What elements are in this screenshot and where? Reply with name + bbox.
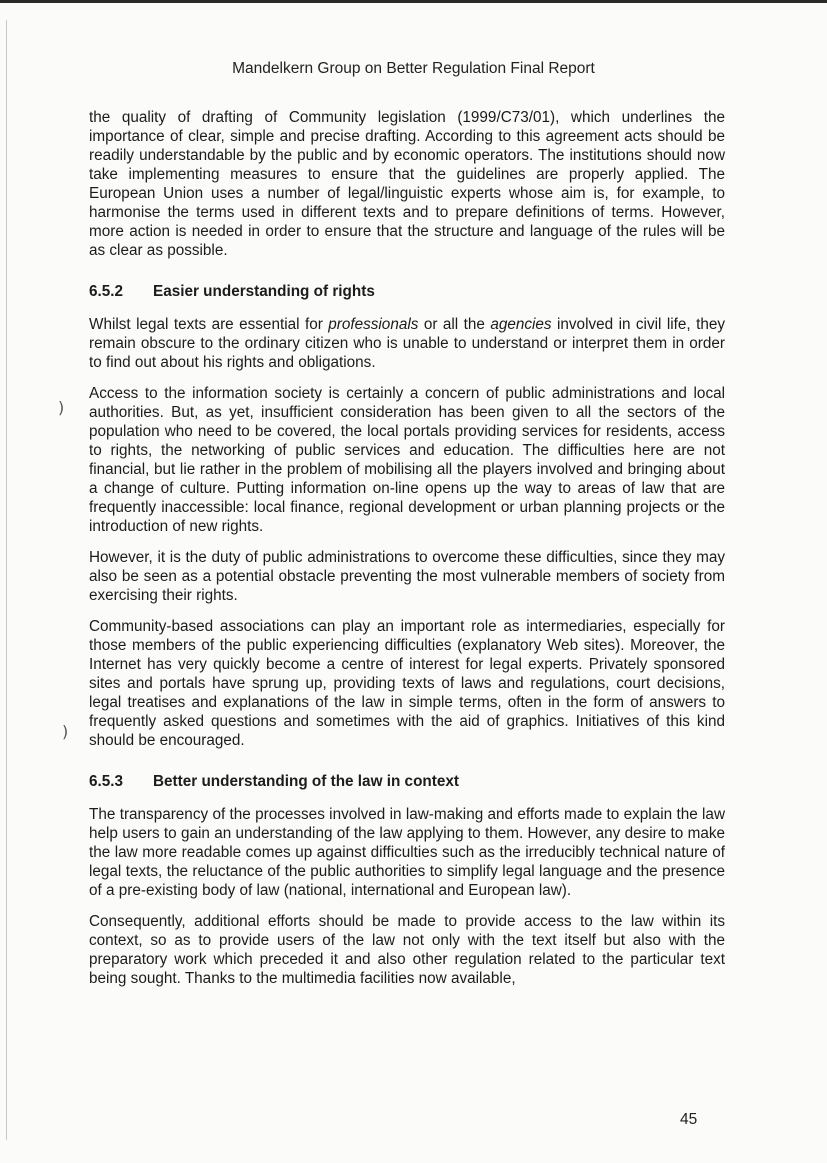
binder-hole-mark-icon: ) [58,398,65,417]
text-run: involved in civil life, they remain obscure to the ordinary citizen who is unable to understand or interpret them in order to find out about his rights and obligations. [89,316,725,371]
paragraph: However, it is the duty of public administrations to overcome these difficulties, since they may also be seen as a potential obstacle preventing the most vulnerable members of society from exercising their rights. [89,549,725,604]
paragraph: Consequently, additional efforts should be made to provide access to the law within its context, so as to provide users of the law not only with the text itself but also with the preparatory work which preceded it and also other regulation related to the particular text being sought. Thanks to the multimedia facilities now available, [89,913,725,987]
section-heading-6-5-2 [89,282,725,301]
section-number: 6.5.2 [89,283,124,300]
section-heading-6-5-3 [89,772,725,791]
running-header: Mandelkern Group on Better Regulation Final Report [232,60,595,77]
emphasis-agencies: agencies [490,316,552,333]
paragraph: the quality of drafting of Community legislation (1999/C73/01), which underlines the importance of clear, simple and precise drafting. According to this agreement acts should be readily understandable by the public and by economic operators. The institutions should now take implementing measures to ensure that the guidelines are properly applied. The European Union uses a number of legal/linguistic experts whose aim is, for example, to harmonise the terms used in different texts and to prepare definitions of terms. However, more action is needed in order to ensure that the structure and language of the rules will be as clear as possible. [89,109,725,259]
text-run: Whilst legal texts are essential for [89,316,329,333]
text-run: or all the [418,316,491,333]
left-margin-rule [6,20,7,1140]
top-rule [0,0,827,3]
paragraph: The transparency of the processes involved in law-making and efforts made to explain the law help users to gain an understanding of the law applying to them. However, any desire to make the law more readable comes up against difficulties such as the irreducibly technical nature of legal texts, the reluctance of the public authorities to simplify legal language and the presence of a pre-existing body of law (national, international and European law). [89,806,725,899]
binder-hole-mark-icon: ) [62,722,69,741]
paragraph: Community-based associations can play an important role as intermediaries, especially for those members of the public experiencing difficulties (explanatory Web sites). Moreover, the Internet has very quickly become a centre of interest for legal experts. Privately sponsored sites and portals have sprung up, providing texts of laws and regulations, court decisions, legal treatises and explanations of the law in simple terms, often in the form of answers to frequently asked questions and sometimes with the aid of graphics. Initiatives of this kind should be encouraged. [89,618,725,749]
section-number: 6.5.3 [89,773,124,790]
paragraph: Access to the information society is certainly a concern of public administrations and local authorities. But, as yet, insufficient consideration has been given to all the sectors of the population who need to be covered, the local portals providing services for residents, access to rights, the networking of public services and education. The difficulties here are not financial, but lie rather in the problem of mobilising all the players involved and bringing about a change of culture. Putting information on-line opens up the way to areas of law that are frequently inaccessible: local finance, regional development or urban planning projects or the introduction of new rights. [89,385,725,535]
page-number: 45 [680,1111,698,1128]
emphasis-professionals: professionals [328,316,419,333]
paragraph [89,315,725,372]
section-title: Easier understanding of rights [153,283,375,300]
page-body [89,108,725,1000]
section-title: Better understanding of the law in context [153,773,459,790]
